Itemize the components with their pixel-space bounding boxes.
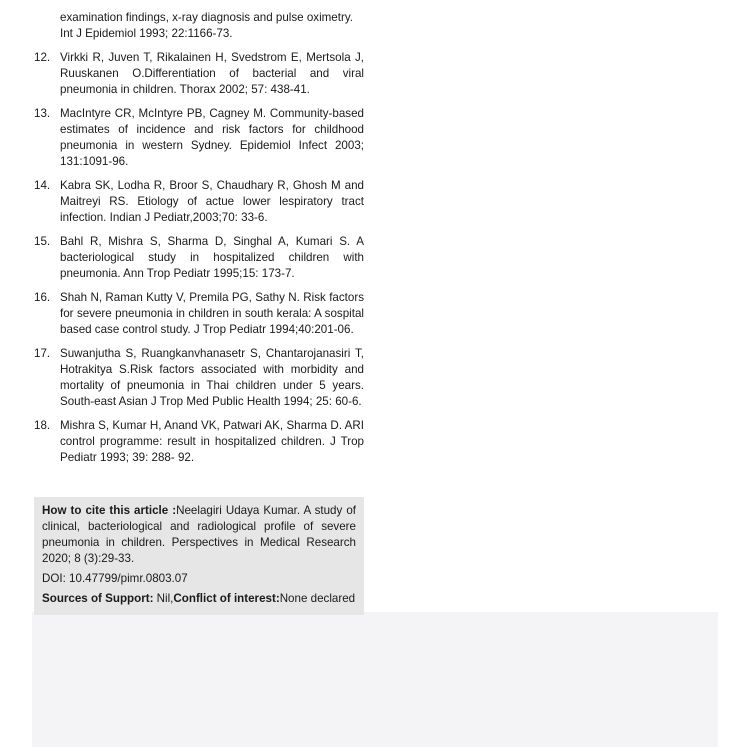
reference-item [34, 418, 364, 466]
reference-number: 15. [34, 235, 51, 248]
reference-continuation: examination findings, x-ray diagnosis and pulse oximetry. Int J Epidemiol 1993; 22:1166-73. [60, 11, 353, 40]
reference-text: Kabra SK, Lodha R, Broor S, Chaudhary R, Ghosh M and Maitreyi RS. Etiology of actue lower lespiratory tract infection. Indian J Pediatr,2003;70: 33-6. [60, 179, 364, 224]
conflict-value: None declared [279, 592, 356, 605]
reference-item [34, 178, 364, 226]
reference-item [34, 50, 364, 98]
reference-number: 14. [34, 179, 51, 192]
support-label: Sources of Support: [42, 592, 154, 605]
page-shadow-area [32, 612, 718, 747]
reference-text: MacIntyre CR, McIntyre PB, Cagney M. Community-based estimates of incidence and risk factors for childhood pneumonia in western Sydney. Epidemiol Infect 2003; 131:1091-96. [60, 107, 364, 168]
references-list [34, 10, 364, 474]
reference-number: 16. [34, 291, 51, 304]
citation-box [34, 497, 364, 615]
reference-item [34, 234, 364, 282]
reference-text: Bahl R, Mishra S, Sharma D, Singhal A, Kumari S. A bacteriological study in hospitalized children with pneumonia. Ann Trop Pediatr 1995;15: 173-7. [60, 235, 364, 280]
reference-item [34, 106, 364, 170]
reference-item [34, 290, 364, 338]
reference-number: 13. [34, 107, 51, 120]
reference-text: Virkki R, Juven T, Rikalainen H, Svedstrom E, Mertsola J, Ruuskanen O.Differentiation of bacterial and viral pneumonia in children. Thorax 2002; 57: 438-41. [60, 51, 364, 96]
reference-text: Mishra S, Kumar H, Anand VK, Patwari AK, Sharma D. ARI control programme: result in hospitalized children. J Trop Pediatr 1993; 39: 288- 92. [60, 419, 364, 464]
reference-text: Suwanjutha S, Ruangkanvhanasetr S, Chantarojanasiri T, Hotrakitya S.Risk factors associated with morbidity and mortality of pneumonia in Thai children under 5 years. South-east Asian J Trop Med Public Health 1994; 25: 60-6. [60, 347, 364, 408]
reference-number: 17. [34, 347, 51, 360]
reference-item [34, 346, 364, 410]
citation-label: How to cite this article : [42, 504, 177, 517]
support-value: Nil, [153, 592, 174, 605]
doi-line: DOI: 10.47799/pimr.0803.07 [42, 572, 188, 585]
conflict-label: Conflict of interest: [173, 592, 280, 605]
support-line [42, 591, 356, 607]
reference-number: 12. [34, 51, 51, 64]
reference-number: 18. [34, 419, 51, 432]
reference-text: Shah N, Raman Kutty V, Premila PG, Sathy N. Risk factors for severe pneumonia in children in south kerala: A sospital based case control study. J Trop Pediatr 1994;40:201-06. [60, 291, 364, 336]
citation-paragraph [42, 503, 356, 567]
citation-text: Neelagiri Udaya Kumar. A study of clinical, bacteriological and radiological profile of severe pneumonia in children. Perspectives in Medical Research 2020; 8 (3):29-33. [42, 504, 356, 565]
